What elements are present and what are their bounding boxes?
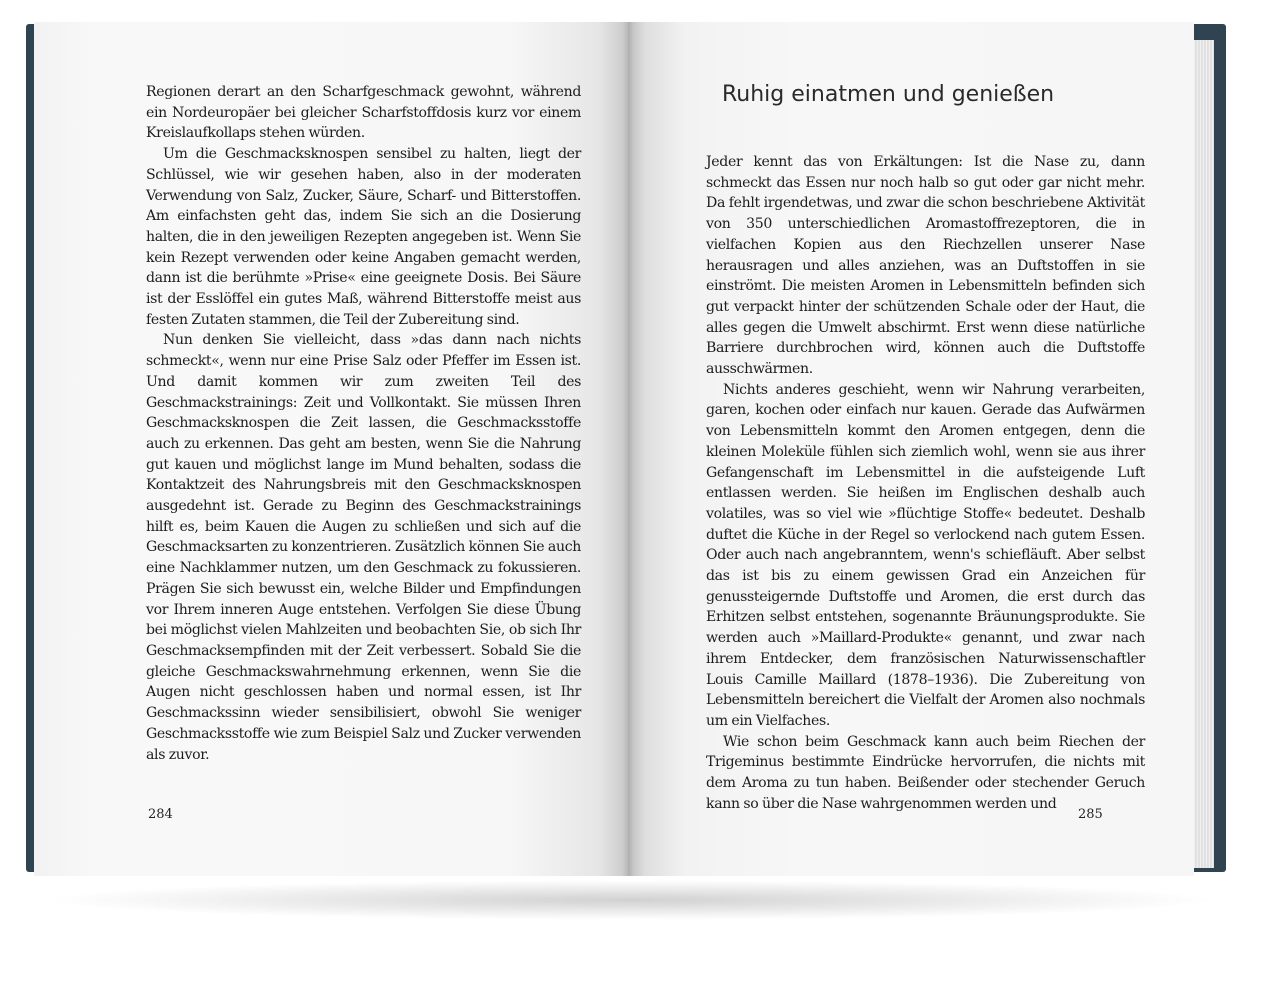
page-number: 284: [148, 807, 173, 822]
chapter-title: Ruhig einatmen und genießen: [722, 82, 1055, 107]
page-number: 285: [1078, 807, 1103, 822]
left-page-body: [146, 82, 581, 765]
right-page: [628, 22, 1194, 876]
paragraph: Um die Geschmacksknospen sensibel zu halten, liegt der Schlüssel, wie wir gesehen haben, also in der moderaten Verwendung von Salz, Zucker, Säure, Scharf- und Bitterstoffen. Am einfachsten geht das, indem Sie sich an die Dosierung halten, die in den jeweiligen Rezepten angegeben ist. Wenn Sie kein Rezept verwenden oder keine Angaben gemacht werden, dann ist die berühmte »Prise« eine geeignete Dosis. Bei Säure ist der Esslöffel ein gutes Maß, während Bitterstoffe meist aus festen Zutaten stammen, die Teil der Zubereitung sind.: [146, 146, 581, 328]
paragraph: Nichts anderes geschieht, wenn wir Nahrung verarbeiten, garen, kochen oder einfach nur kauen. Gerade das Aufwärmen von Lebensmitteln kommt den Aromen entgegen, denn die kleinen Moleküle fühlen sich ziemlich wohl, wenn sie aus ihrer Gefangenschaft im Lebensmittel in die aufsteigende Luft entlassen werden. Sie heißen im Englischen deshalb auch volatiles, was so viel wie »flüchtige Stoffe« bedeutet. Deshalb duftet die Küche in der Regel so verlockend nach gutem Essen. Oder auch nach angebranntem, wenn's schiefläuft. Aber selbst das ist bis zu einem gewissen Grad ein Anzeichen für genussteigernde Duftstoffe und Aromen, die erst durch das Erhitzen selbst entstehen, sogenannte Bräunungsprodukte. Sie werden auch »Maillard-Produkte« genannt, und zwar nach ihrem Entdecker, dem französischen Naturwissenschaftler Louis Camille Maillard (1878–1936). Die Zubereitung von Lebensmitteln bereichert die Vielfalt der Aromen also nochmals um ein Vielfaches.: [706, 381, 1145, 729]
paragraph: Wie schon beim Geschmack kann auch beim Riechen der Trigeminus bestimmte Eindrücke hervorrufen, die nichts mit dem Aroma zu tun haben. Beißender oder stechender Geruch kann so über die Nase wahrgenommen werden und: [706, 733, 1145, 812]
book-gutter: [622, 22, 634, 876]
paragraph: Jeder kennt das von Erkältungen: Ist die Nase zu, dann schmeckt das Essen nur noch halb so gut oder gar nicht mehr. Da fehlt irgendetwas, und zwar die schon beschriebene Aktivität von 350 unterschiedlichen Aromastoffrezeptoren, die in vielfachen Kopien aus den Riechzellen unserer Nase herausragen und alles anziehen, was an Duftstoffen in sie einströmt. Die meisten Aromen in Lebensmitteln befinden sich gut verpackt hinter der schützenden Schale oder der Haut, die alles gegen die Umwelt abschirmt. Erst wenn diese natürliche Barriere durchbrochen wird, können auch die Duftstoffe ausschwärmen.: [706, 154, 1145, 378]
book-shadow: [40, 880, 1220, 920]
paragraph: Regionen derart an den Scharfgeschmack gewohnt, während ein Nordeuropäer bei gleicher Scharfstoffdosis kurz vor einem Kreislaufkollaps stehen würden.: [146, 84, 581, 142]
right-page-body: [706, 152, 1145, 815]
page-edges: [1192, 40, 1214, 868]
left-page: [34, 22, 628, 876]
paragraph: Nun denken Sie vielleicht, dass »das dann nach nichts schmeckt«, wenn nur eine Prise Salz oder Pfeffer im Essen ist. Und damit kommen wir zum zweiten Teil des Geschmackstrainings: Zeit und Vollkontakt. Sie müssen Ihren Geschmacksknospen die Zeit lassen, die Geschmacksstoffe auch zu erkennen. Das geht am besten, wenn Sie die Nahrung gut kauen und möglichst lange im Mund behalten, sodass die Kontaktzeit des Nahrungsbreis mit den Geschmacksknospen ausgedehnt ist. Gerade zu Beginn des Geschmackstrainings hilft es, beim Kauen die Augen zu schließen und sich auf die Geschmacksarten zu konzentrieren. Zusätzlich können Sie auch eine Nachklammer nutzen, um den Geschmack zu fokussieren. Prägen Sie sich bewusst ein, welche Bilder und Empfindungen vor Ihrem inneren Auge entstehen. Verfolgen Sie diese Übung bei möglichst vielen Mahlzeiten und beobachten Sie, ob sich Ihr Geschmacksempfinden mit der Zeit verbessert. Sobald Sie die gleiche Geschmackswahrnehmung erkennen, wenn Sie die Augen nicht geschlossen haben und normal essen, ist Ihr Geschmackssinn wieder sensibilisiert, obwohl Sie weniger Geschmacksstoffe wie zum Beispiel Salz und Zucker verwenden als zuvor.: [146, 332, 581, 763]
